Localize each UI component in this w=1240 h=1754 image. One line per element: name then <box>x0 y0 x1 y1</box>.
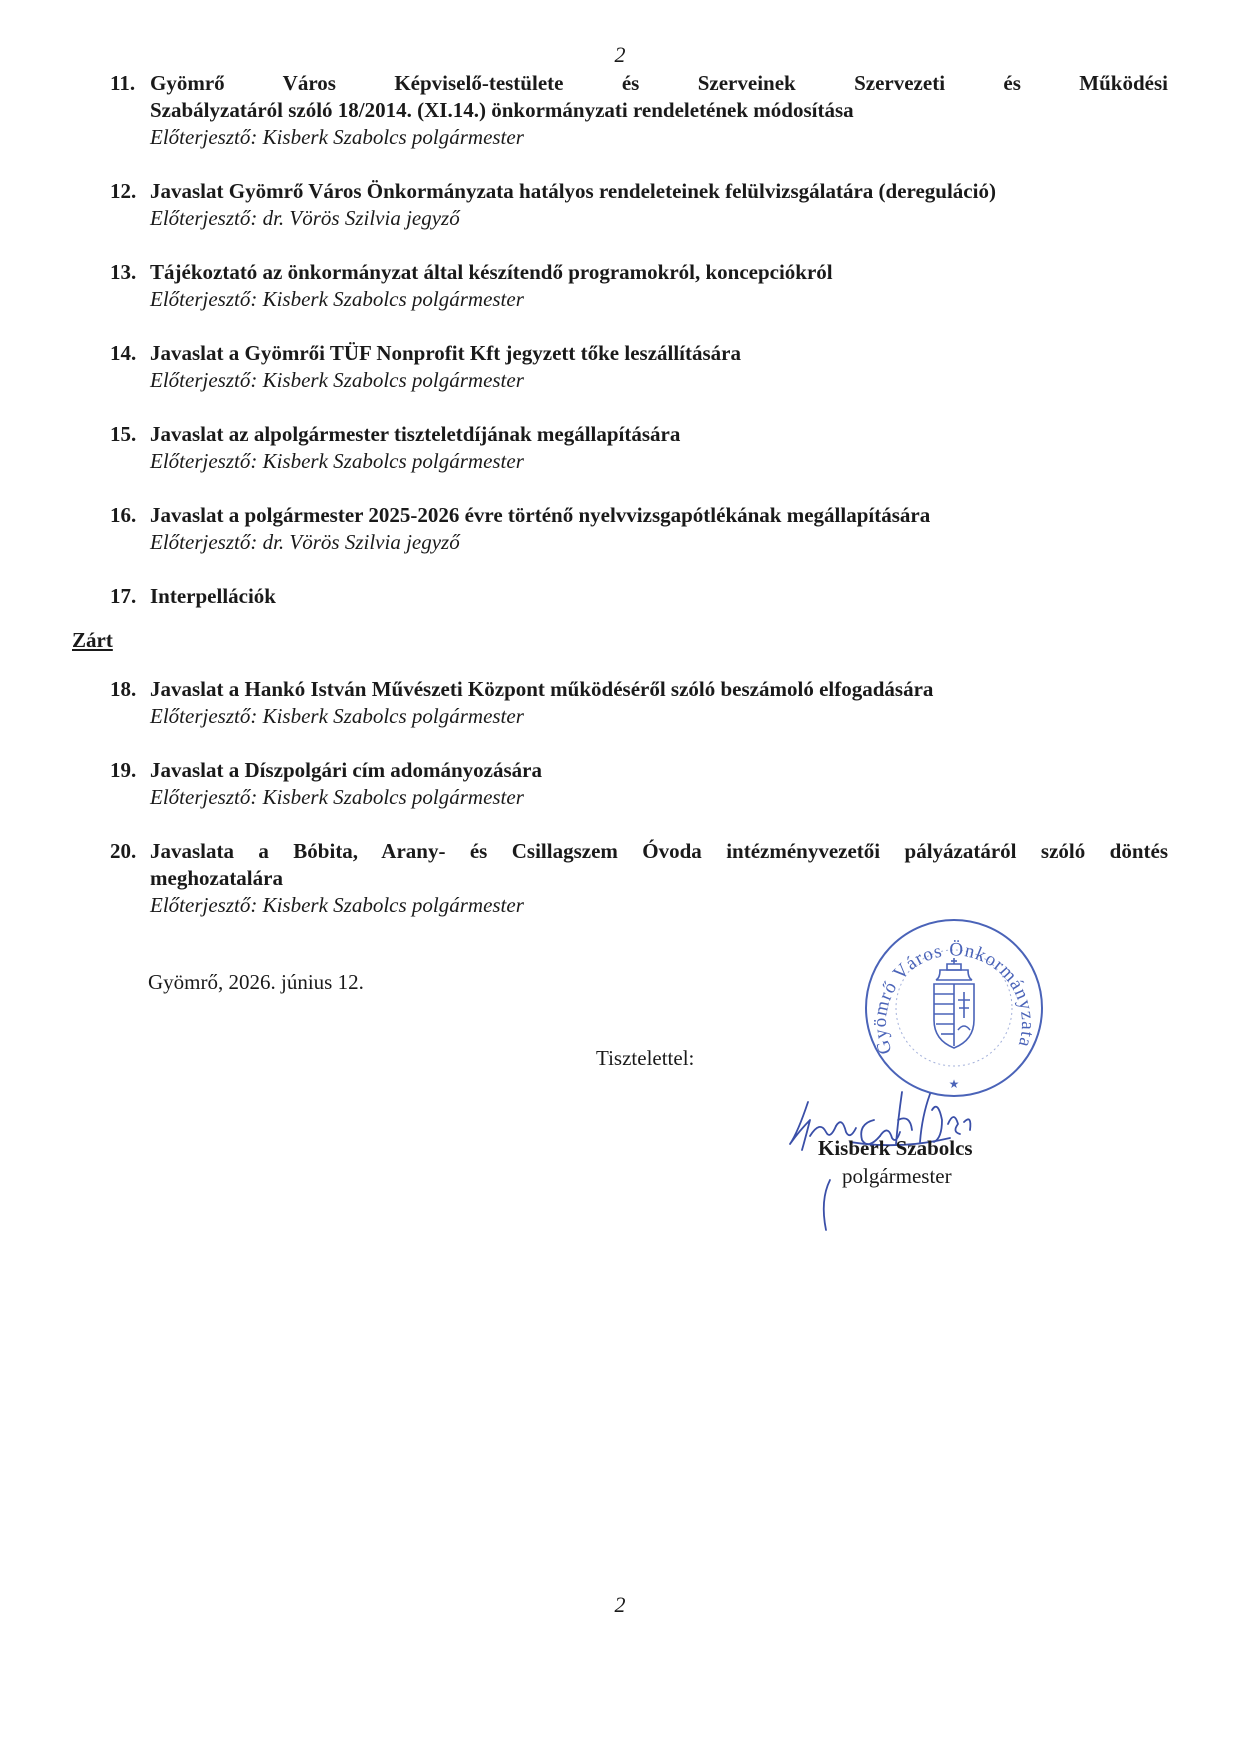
item-title: Javaslat Gyömrő Város Önkormányzata hatályos rendeleteinek felülvizsgálatára (dereguláció) <box>150 179 996 203</box>
item-title: Javaslat a Díszpolgári cím adományozására <box>150 758 542 782</box>
agenda-item-13 <box>110 259 1168 313</box>
item-number: 15. <box>110 422 137 446</box>
agenda-item-20 <box>110 838 1168 919</box>
item-number: 20. <box>110 839 137 863</box>
agenda-item-17 <box>110 583 1168 610</box>
item-number: 16. <box>110 503 137 527</box>
page-number-bottom: 2 <box>614 1592 626 1617</box>
seal-text: Gyömrő Város Önkormányzata <box>869 939 1039 1057</box>
item-number: 18. <box>110 677 137 701</box>
item-number: 19. <box>110 758 137 782</box>
item-presenter: Előterjesztő: Kisberk Szabolcs polgármester <box>150 287 524 311</box>
item-presenter: Előterjesztő: Kisberk Szabolcs polgármester <box>150 893 524 917</box>
item-number: 14. <box>110 341 137 365</box>
item-title: Javaslat a polgármester 2025-2026 évre történő nyelvvizsgapótlékának megállapítására <box>150 503 931 527</box>
open-agenda-list <box>110 70 1168 637</box>
item-presenter: Előterjesztő: dr. Vörös Szilvia jegyző <box>150 530 460 554</box>
item-title-continued: Szabályzatáról szóló 18/2014. (XI.14.) önkormányzati rendeletének módosítása <box>150 98 854 122</box>
item-title-continued: meghozatalára <box>150 866 283 890</box>
agenda-item-19 <box>110 757 1168 811</box>
item-title: Javaslata a Bóbita, Arany- és Csillagszem Óvoda intézményvezetői pályázatáról szóló döntés <box>150 839 1168 863</box>
item-presenter: Előterjesztő: dr. Vörös Szilvia jegyző <box>150 206 460 230</box>
item-presenter: Előterjesztő: Kisberk Szabolcs polgármester <box>150 785 524 809</box>
svg-text:★: ★ <box>948 1077 960 1091</box>
item-title: Tájékoztató az önkormányzat által készítendő programokról, koncepciókról <box>150 260 833 284</box>
agenda-item-11 <box>110 70 1168 151</box>
item-title: Interpellációk <box>150 584 276 608</box>
item-presenter: Előterjesztő: Kisberk Szabolcs polgármester <box>150 368 524 392</box>
item-title: Gyömrő Város Képviselő-testülete és Szerveinek Szervezeti és Működési <box>150 71 1168 95</box>
date-line: Gyömrő, 2026. június 12. <box>148 970 364 994</box>
item-title: Javaslat az alpolgármester tiszteletdíjának megállapítására <box>150 422 681 446</box>
item-number: 13. <box>110 260 137 284</box>
agenda-item-12 <box>110 178 1168 232</box>
agenda-item-15 <box>110 421 1168 475</box>
item-number: 17. <box>110 584 137 608</box>
item-presenter: Előterjesztő: Kisberk Szabolcs polgármester <box>150 704 524 728</box>
item-number: 12. <box>110 179 137 203</box>
item-title: Javaslat a Gyömrői TÜF Nonprofit Kft jegyzett tőke leszállítására <box>150 341 742 365</box>
official-seal-icon <box>858 912 1050 1104</box>
agenda-item-18 <box>110 676 1168 730</box>
closed-agenda-list <box>110 676 1168 946</box>
item-presenter: Előterjesztő: Kisberk Szabolcs polgármester <box>150 125 524 149</box>
signer-name: Kisberk Szabolcs <box>818 1136 973 1160</box>
page-number-top: 2 <box>614 42 626 67</box>
agenda-item-14 <box>110 340 1168 394</box>
item-title: Javaslat a Hankó István Művészeti Központ működéséről szóló beszámoló elfogadására <box>150 677 934 701</box>
closed-section-label: Zárt <box>72 628 113 652</box>
greeting: Tisztelettel: <box>596 1046 695 1070</box>
item-presenter: Előterjesztő: Kisberk Szabolcs polgármester <box>150 449 524 473</box>
signer-title: polgármester <box>842 1164 952 1188</box>
agenda-item-16 <box>110 502 1168 556</box>
item-number: 11. <box>110 71 136 95</box>
